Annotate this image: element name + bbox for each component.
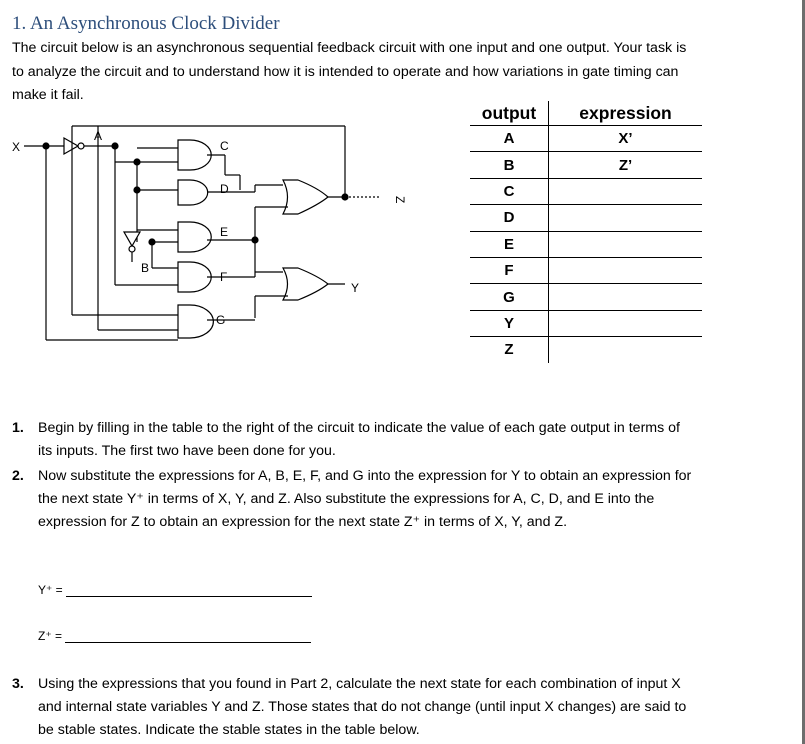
table-row — [470, 284, 702, 310]
expression-cell[interactable]: X’ — [549, 126, 703, 152]
label-c: C — [220, 139, 229, 153]
circuit-diagram — [0, 108, 470, 368]
label-b: B — [141, 261, 150, 275]
question-text: Begin by filling in the table to the right of the circuit to indicate the value of each gate output in terms of its inputs. The first two have been done for you. — [38, 420, 680, 459]
label-e: E — [220, 225, 229, 239]
table-row — [470, 231, 702, 257]
label-g: G — [216, 313, 226, 327]
output-cell: C — [470, 178, 549, 204]
output-cell: Z — [470, 337, 549, 363]
z-answer — [38, 629, 311, 643]
header-expression: expression — [549, 101, 703, 126]
question-text: Now substitute the expressions for A, B, E, F, and G into the expression for Y to obtain an expression for the next state Y⁺ in terms of X, Y, and Z. Also substitute the expressions for A, C, D, and E into the expression for Z to obtain an expression for the next state Z⁺ in terms of X, Y, and Z. — [38, 468, 692, 530]
output-cell: G — [470, 284, 549, 310]
question-text: Using the expressions that you found in Part 2, calculate the next state for each combination of input X and internal state variables Y and Z. Those states that do not change (until input X changes) are said to be stable states. Indicate the stable states in the table below. — [38, 676, 687, 738]
output-cell: B — [470, 152, 549, 178]
y-answer — [38, 583, 312, 597]
question-number: 3. — [12, 676, 24, 692]
y-answer-line[interactable] — [66, 586, 312, 597]
expression-cell[interactable]: Z’ — [549, 152, 703, 178]
expression-cell[interactable] — [549, 231, 703, 257]
table-row — [470, 337, 702, 363]
table-row — [470, 257, 702, 283]
intro-paragraph: The circuit below is an asynchronous sequential feedback circuit with one input and one output. Your task is to analyze the circuit and to understand how it is intended to operate and how variations in gate timing can make it fail. — [12, 40, 687, 103]
label-y: Y — [351, 281, 360, 295]
label-x: X — [12, 140, 21, 154]
y-answer-label: Y⁺ = — [38, 583, 63, 597]
expression-cell[interactable] — [549, 310, 703, 336]
label-d: D — [220, 182, 229, 196]
output-cell: A — [470, 126, 549, 152]
z-answer-label: Z⁺ = — [38, 629, 63, 643]
expression-cell[interactable] — [549, 284, 703, 310]
table-row — [470, 126, 702, 152]
table-row — [470, 178, 702, 204]
question-number: 2. — [12, 468, 24, 484]
label-z: Z — [393, 196, 407, 204]
expression-cell[interactable] — [549, 205, 703, 231]
question-number: 1. — [12, 420, 24, 436]
section-title: 1. An Asynchronous Clock Divider — [12, 13, 280, 34]
expression-table — [470, 101, 702, 363]
table-row — [470, 310, 702, 336]
header-output: output — [470, 101, 549, 126]
output-cell: D — [470, 205, 549, 231]
expression-cell[interactable] — [549, 178, 703, 204]
output-cell: F — [470, 257, 549, 283]
z-answer-line[interactable] — [65, 632, 311, 643]
label-f: F — [220, 270, 228, 284]
output-cell: Y — [470, 310, 549, 336]
expression-cell[interactable] — [549, 337, 703, 363]
table-row — [470, 152, 702, 178]
label-a: A — [94, 129, 103, 143]
expression-cell[interactable] — [549, 257, 703, 283]
table-row — [470, 205, 702, 231]
output-cell: E — [470, 231, 549, 257]
